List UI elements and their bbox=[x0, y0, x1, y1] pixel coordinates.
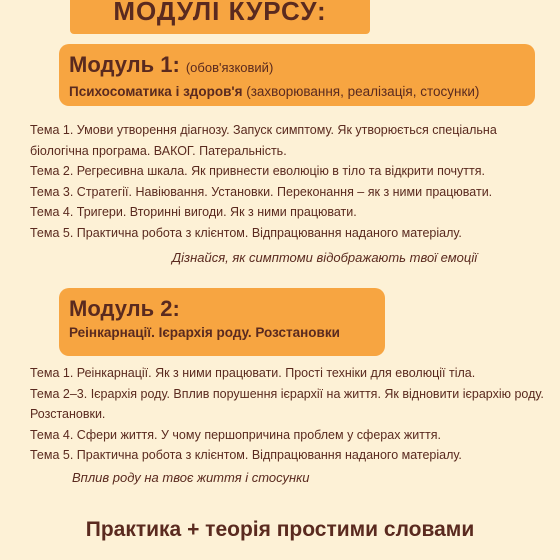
module-1-title: Модуль 1: bbox=[69, 52, 180, 77]
module-1-topic: Тема 1. Умови утворення діагнозу. Запуск симптому. Як утворюється спеціальна біологічна програма. ВАКОГ. Патеральність. bbox=[30, 123, 497, 158]
module-1-topic: Тема 4. Тригери. Вторинні вигоди. Як з ними працювати. bbox=[30, 205, 357, 219]
module-2-subtitle bbox=[69, 324, 375, 342]
module-1-box bbox=[59, 44, 535, 106]
module-1-topic: Тема 3. Стратегії. Навіювання. Установки. Переконання – як з ними працювати. bbox=[30, 184, 493, 199]
module-2-topics bbox=[30, 363, 555, 466]
module-2-subtitle-bold: Реінкарнації. Ієрархія роду. Розстановки bbox=[69, 325, 340, 340]
module-2-box bbox=[59, 288, 385, 356]
module-1-topic: Тема 2. Регресивна шкала. Як привнести еволюцію в тіло та відкрити почуття. bbox=[30, 164, 485, 178]
module-2-topic: Тема 4. Сфери життя. У чому першопричина проблем у сферах життя. bbox=[30, 427, 441, 442]
module-2-topic: Тема 5. Практична робота з клієнтом. Відпрацювання наданого матеріалу. bbox=[30, 448, 462, 462]
module-2-title: Модуль 2: bbox=[69, 296, 180, 321]
module-2-topic: Тема 2–3. Ієрархія роду. Вплив порушення ієрархії на життя. Як відновити ієрархію роду. Розстановки. bbox=[30, 386, 544, 421]
module-1-note: (обов'язковий) bbox=[185, 60, 274, 75]
module-1-topics bbox=[30, 120, 555, 243]
header-title: МОДУЛІ КУРСУ: bbox=[113, 0, 327, 26]
header-banner bbox=[70, 0, 370, 34]
module-2-tagline: Вплив роду на твоє життя і стосунки bbox=[72, 470, 310, 485]
module-1-tagline: Дізнайся, як симптоми відображають твої емоції bbox=[172, 250, 478, 265]
module-2-topic: Тема 1. Реінкарнації. Як з ними працювати. Прості техніки для еволюції тіла. bbox=[30, 366, 476, 380]
module-1-subtitle bbox=[69, 83, 525, 101]
module-1-title-row bbox=[69, 52, 525, 81]
footer-slogan: Практика + теорія простими словами bbox=[85, 518, 475, 541]
module-1-subtitle-rest: (захворювання, реалізація, стосунки) bbox=[242, 84, 480, 99]
module-1-subtitle-bold: Психосоматика і здоров'я bbox=[69, 84, 243, 99]
module-1-topic: Тема 5. Практична робота з клієнтом. Відпрацювання наданого матеріалу. bbox=[30, 225, 462, 240]
